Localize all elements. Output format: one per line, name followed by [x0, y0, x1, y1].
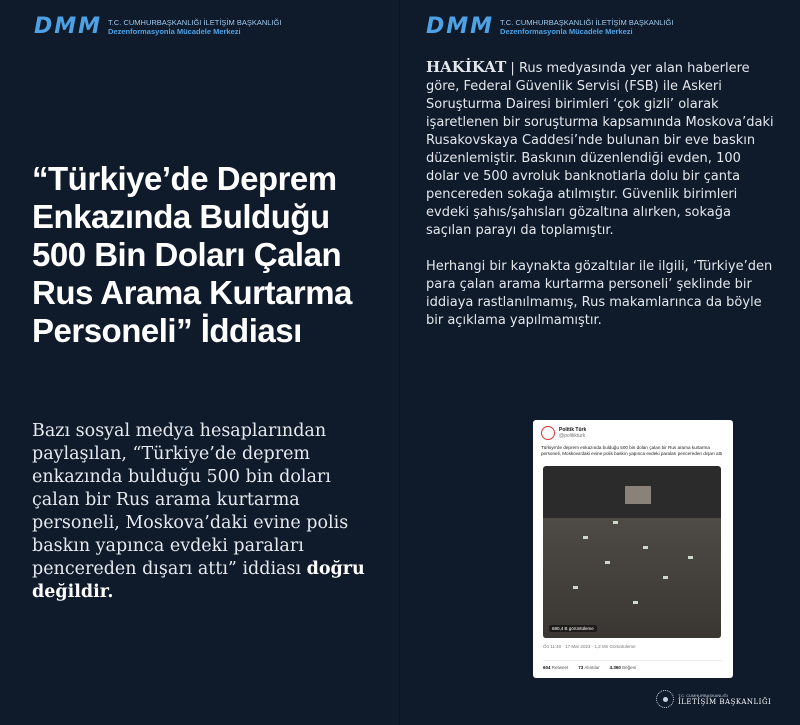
video-bag [625, 486, 651, 504]
video-view-counter: 690,4 B görüntüleme [549, 625, 597, 632]
tweet-stats [543, 660, 723, 670]
fact-para1-text: Rus medyasında yer alan haberlere göre, Federal Güvenlik Servisi (FSB) ile Askeri Soruşturma Dairesi birimleri ‘çok gizli’ olarak işaretlenen bir soruşturma kapsamında Moskova’daki Rusakovskaya Caddesi’nde bulunan bir eve baskın düzenlemiştir. Baskının düzenlendiği evden, 100 dolar ve 500 avroluk banknotlarla dolu bir çanta pencereden sokağa atılmıştır. Güvenlik birimleri evdeki şahıs/şahısları gözaltına alırken, sokağa saçılan parayı da toplamıştır. [426, 61, 774, 238]
logo-line1: T.C. CUMHURBAŞKANLIĞI İLETİŞİM BAŞKANLIĞI [500, 17, 674, 27]
claim-verdict: doğru değildir. [32, 559, 365, 602]
banknote [688, 556, 693, 559]
tweet-author-handle: @politikturk [559, 433, 586, 439]
tweet-author [559, 427, 586, 439]
tweet-stat: 604 Retweet [543, 665, 569, 670]
logo-text [108, 18, 281, 36]
banknote [643, 546, 648, 549]
logo-mark: DMM [34, 14, 103, 39]
banknote [633, 601, 638, 604]
banknote [663, 576, 668, 579]
tweet-stat: 73 Alıntılar [578, 665, 600, 670]
avatar [541, 426, 555, 440]
tweet-stat: 4.360 Beğeni [609, 665, 637, 670]
tweet-screenshot [533, 420, 733, 678]
logo-line1: T.C. CUMHURBAŞKANLIĞI İLETİŞİM BAŞKANLIĞI [108, 17, 282, 27]
tweet-meta: Öö 11:40 · 17 Mar 2023 · 1,2 Mn Görüntüleme [543, 644, 636, 649]
tweet-author-name: Politik Türk [559, 427, 587, 433]
iletisim-logo-text [678, 693, 771, 705]
fact-text [426, 58, 776, 330]
fact-paragraph-2: Herhangi bir kaynakta gözaltılar ile ilgili, ‘Türkiye’den para çalan arama kurtarma personeli’ şeklinde bir iddiaya rastlanılmamış, Rus makamlarınca da böyle bir açıklama yapılmamıştır. [426, 259, 773, 328]
logo-line2: Dezenformasyonla Mücadele Merkezi [108, 26, 241, 36]
banknote [573, 586, 578, 589]
logo-mark: DMM [426, 14, 495, 39]
iletisim-logo [656, 690, 771, 708]
logo-text [500, 18, 673, 36]
video-street [543, 518, 721, 638]
iletisim-big: İLETİŞİM BAŞKANLIĞI [678, 698, 772, 706]
tweet-video [543, 466, 721, 638]
claim-text: Bazı sosyal medya hesaplarından paylaşılan, “Türkiye’de deprem enkazında bulduğu 500 bin doları çalan bir Rus arama kurtarma personeli, Moskova’daki evine polis baskın yapınca evdeki paraları pencereden dışarı attı” iddiası [32, 421, 349, 579]
seal-icon [656, 690, 674, 708]
fact-panel [400, 0, 800, 725]
dmm-logo [34, 14, 281, 39]
tweet-header [533, 420, 733, 442]
logo-line2: Dezenformasyonla Mücadele Merkezi [500, 26, 633, 36]
banknote [605, 561, 610, 564]
banknote [583, 536, 588, 539]
fact-lead: HAKİKAT [426, 58, 507, 76]
claim-body [32, 420, 372, 604]
fact-paragraph-1 [426, 58, 776, 240]
tweet-text: Türkiye'de deprem enkazında bulduğu 500 bin doları çalan bir Rus arama kurtarma personeli, Moskova'daki evine polis baskın yapınca evdeki paraları pencereden dışarı attı [541, 445, 723, 456]
claim-title: “Türkiye’de Deprem Enkazında Bulduğu 500 Bin Doları Çalan Rus Arama Kurtarma Personeli” İddiası [32, 160, 352, 349]
dmm-logo [426, 14, 673, 39]
iletisim-small: T.C. CUMHURBAŞKANLIĞI [678, 693, 728, 698]
banknote [613, 521, 618, 524]
fact-separator: | [506, 61, 519, 76]
